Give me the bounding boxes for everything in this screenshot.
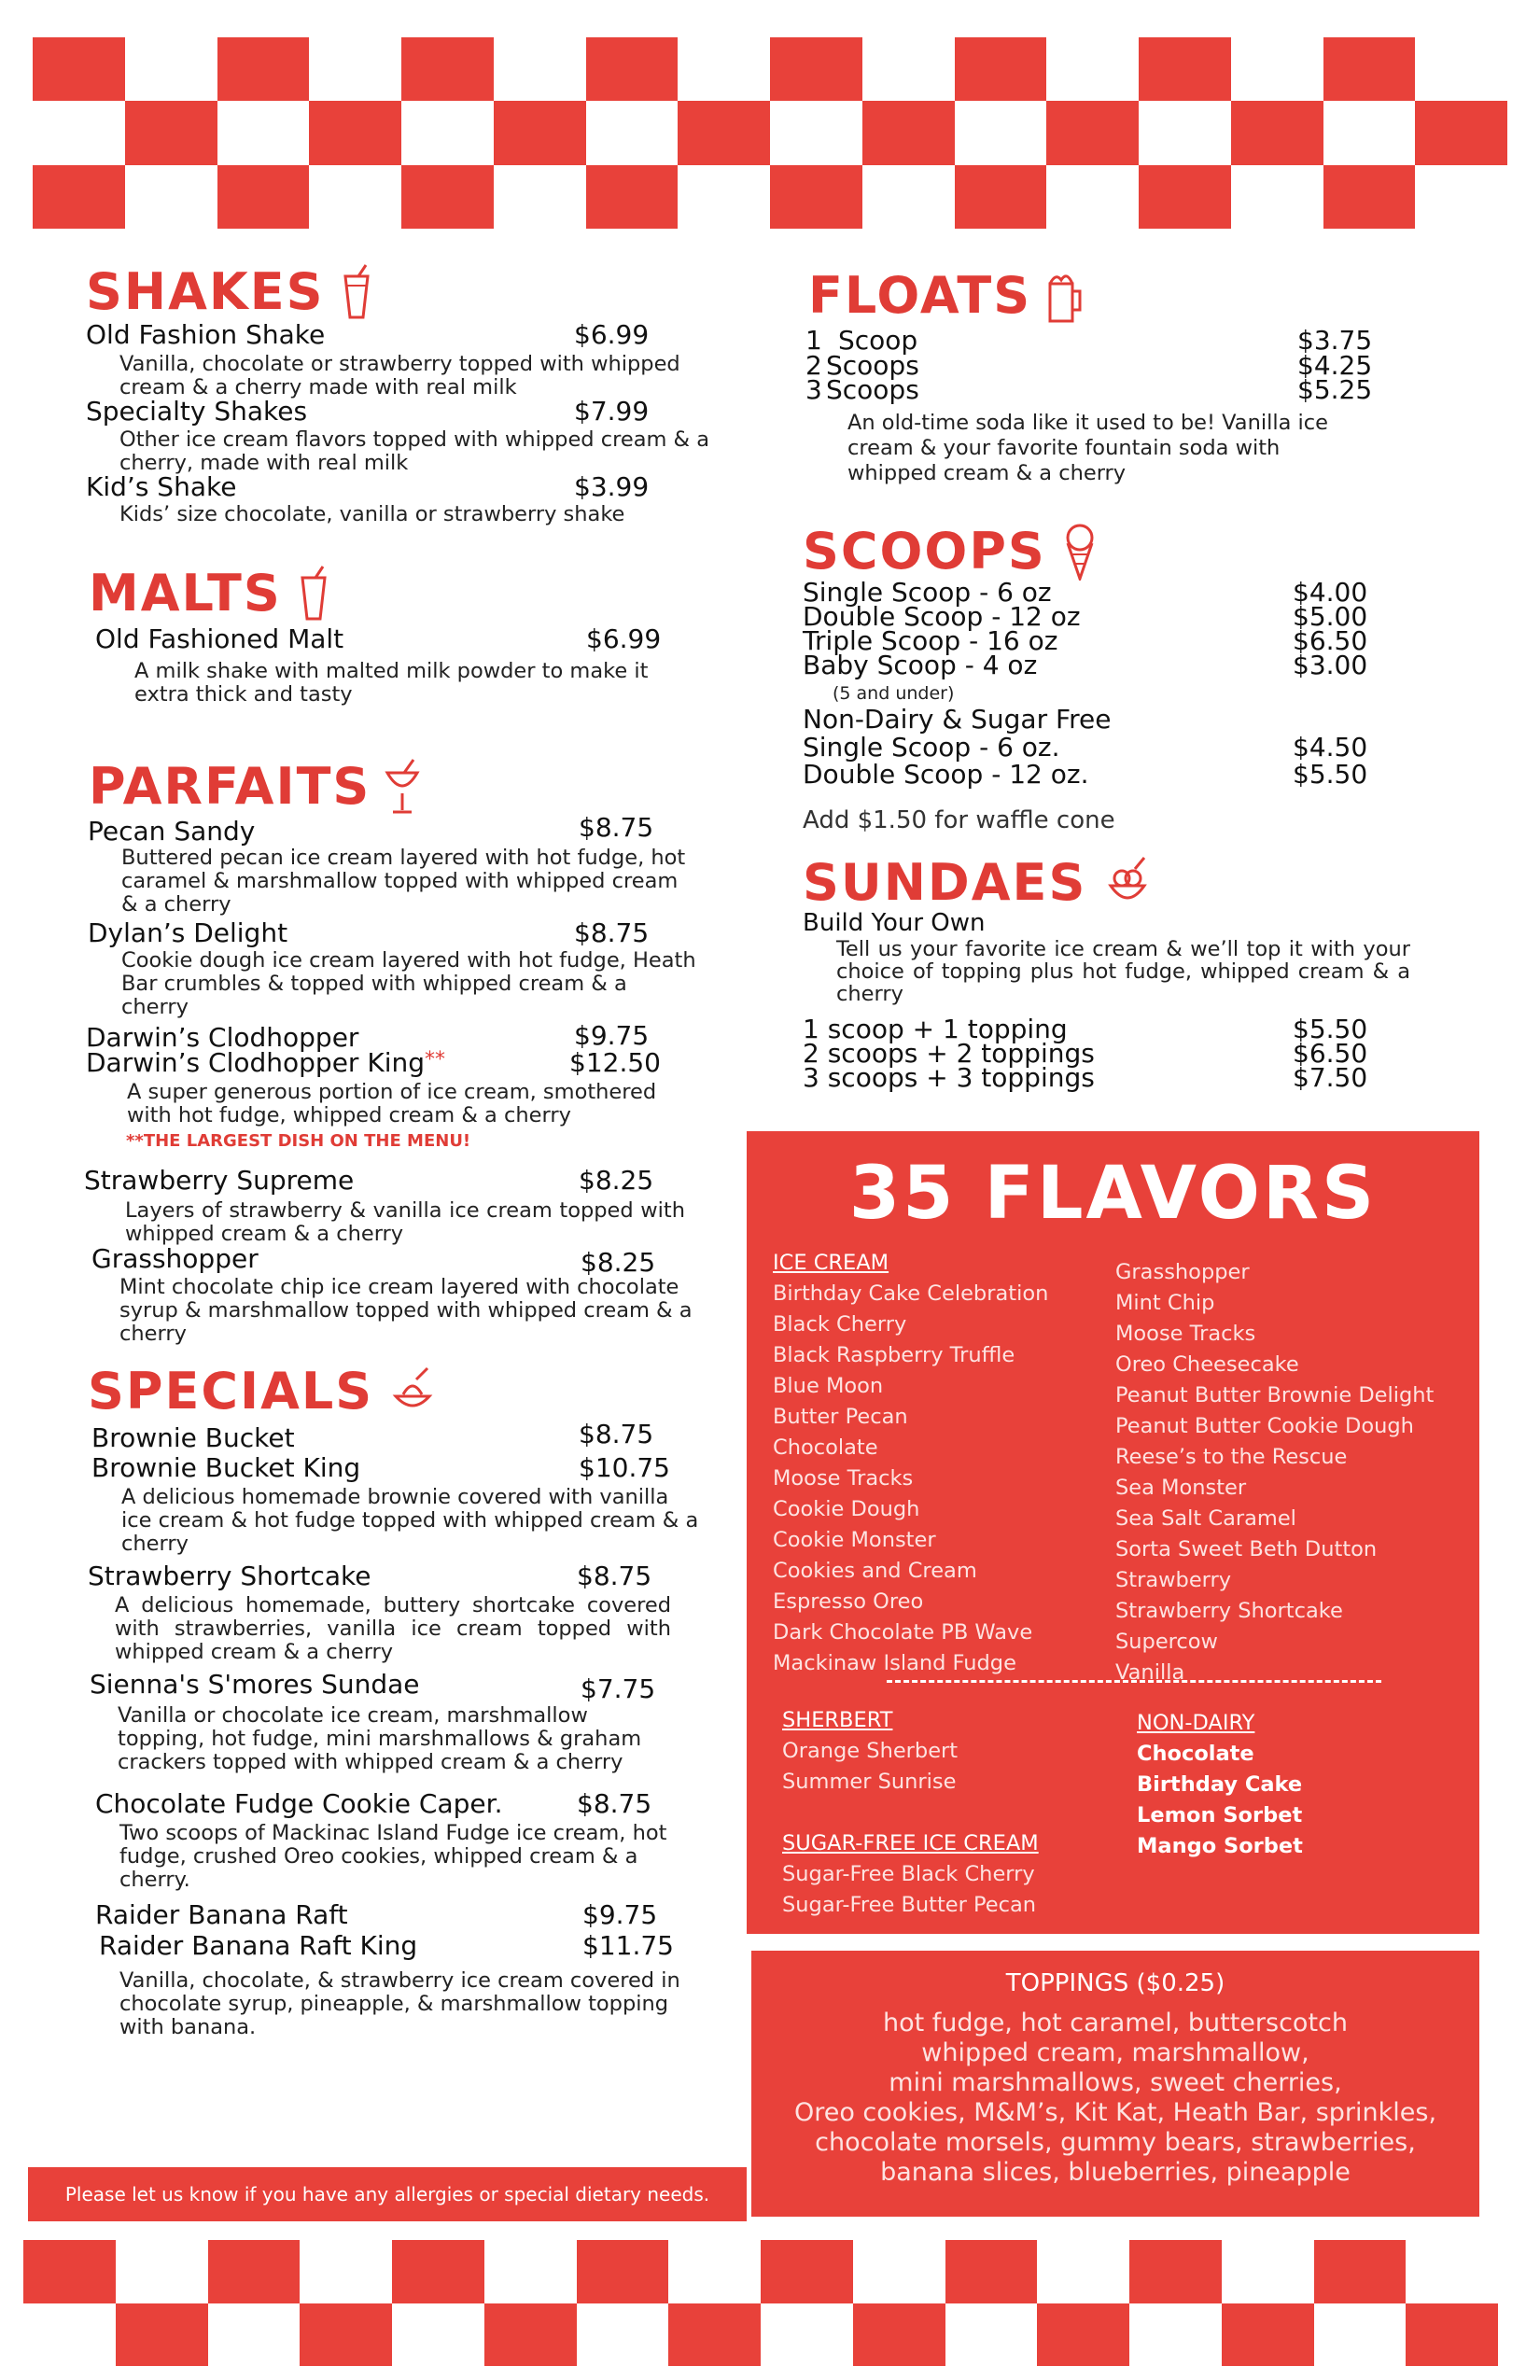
menu-item-desc: A milk shake with malted milk powder to make it extra thick and tasty [134,659,649,707]
flavors-panel [747,1131,1479,1934]
checker-square [309,37,401,101]
flavors-title: 35 FLAVORS [848,1152,1378,1236]
checker-square [1415,165,1507,229]
scoop-name: Double Scoop - 12 oz [803,601,1081,632]
flavor-item: Lemon Sorbet [1137,1803,1303,1827]
float-price: $3.75 [1297,325,1373,356]
flavor-item: Peanut Butter Cookie Dough [1115,1414,1414,1438]
checker-square [1231,101,1323,164]
checker-square [1415,101,1507,164]
non-dairy-heading: NON-DAIRY [1137,1711,1255,1735]
scoop-price: $5.50 [1293,759,1368,790]
sundae-dish-icon [386,1363,439,1421]
asterisk-mark: ** [425,1048,446,1071]
malt-icon [295,565,332,623]
menu-item-price: $8.25 [581,1247,656,1278]
flavor-item: Mint Chip [1115,1291,1215,1315]
flavor-item: Strawberry Shortcake [1115,1599,1343,1623]
menu-item-desc: Other ice cream flavors topped with whipped cream & a cherry, made with real milk [119,427,710,475]
flavor-item: Cookies and Cream [773,1559,977,1583]
checker-square [853,2240,945,2303]
flavor-item: Moose Tracks [773,1466,914,1491]
flavor-item: Supercow [1115,1630,1218,1654]
flavor-item: Dark Chocolate PB Wave [773,1620,1033,1645]
menu-item-name: Grasshopper [91,1243,259,1274]
checker-square [862,101,955,164]
flavor-item: Reese’s to the Rescue [1115,1445,1348,1469]
checker-square [392,2303,484,2367]
menu-item-name: Specialty Shakes [86,396,308,427]
sugar-free-heading: SUGAR-FREE ICE CREAM [782,1831,1039,1855]
checker-square [1139,37,1231,101]
menu-item-desc: A delicious homemade brownie covered with vanilla ice cream & hot fudge topped with whipped cream & a cherry [121,1485,699,1556]
float-name: Scoops [826,350,919,381]
checker-square [1323,37,1416,101]
checker-square [853,2303,945,2367]
checker-square [300,2240,392,2303]
shakes-title: SHAKES [86,263,375,321]
menu-item-name: Old Fashioned Malt [95,623,344,654]
floats-desc: An old-time soda like it used to be! Vanilla ice cream & your favorite fountain soda with whipped cream & a cherry [847,411,1329,485]
menu-item-name: Brownie Bucket King [91,1452,361,1483]
float-qty: 3 [805,374,822,405]
flavor-item: Cookie Monster [773,1528,936,1552]
sundae-name: 2 scoops + 2 toppings [803,1038,1095,1069]
baby-scoop-note: (5 and under) [833,683,955,704]
allergy-note: Please let us know if you have any allergies or special dietary needs. [28,2167,747,2221]
flavor-item: Moose Tracks [1115,1322,1256,1346]
checker-square [577,2240,669,2303]
scoop-price: $4.00 [1293,577,1368,608]
scoop-price: $3.00 [1293,650,1368,680]
flavor-item: Sugar-Free Black Cherry [782,1862,1035,1886]
toppings-line: whipped cream, marshmallow, [921,2038,1309,2067]
checker-square [116,2240,208,2303]
checker-square [208,2240,301,2303]
checker-square [1314,2240,1407,2303]
checker-square [1037,2240,1129,2303]
checker-square [1129,2303,1222,2367]
checker-square [1129,2240,1222,2303]
checker-square [1222,2303,1314,2367]
menu-item-name: Raider Banana Raft King [99,1930,418,1961]
checker-square [1037,2303,1129,2367]
flavor-item: Strawberry [1115,1568,1232,1592]
ice-cream-list-col2 [1115,1257,1434,1688]
flavor-item: Sea Monster [1115,1476,1247,1500]
specials-title: SPECIALS [88,1363,439,1421]
flavor-item: Mango Sorbet [1137,1834,1303,1858]
checker-square [116,2303,208,2367]
checker-square [1139,165,1231,229]
float-name: Scoop [838,325,918,356]
flavor-item: Orange Sherbert [782,1739,959,1763]
flavor-item: Sugar-Free Butter Pecan [782,1893,1037,1917]
toppings-title: TOPPINGS ($0.25) [1005,1969,1225,1997]
scoop-price: $5.00 [1293,601,1368,632]
checker-square [945,2303,1038,2367]
menu-item-price: $6.99 [586,623,662,654]
checker-square [401,101,494,164]
checker-square [770,37,862,101]
largest-dish-note: **THE LARGEST DISH ON THE MENU! [126,1131,471,1151]
sundae-price: $7.50 [1293,1062,1368,1093]
checker-square [586,165,679,229]
checker-square [1046,37,1139,101]
checker-square [217,165,310,229]
menu-item-price: $8.75 [579,1419,654,1449]
scoop-name: Triple Scoop - 16 oz [803,625,1058,656]
flavor-item: Peanut Butter Brownie Delight [1115,1383,1435,1407]
float-qty: 1 [805,325,822,356]
checker-square [1323,101,1416,164]
sundae-price: $5.50 [1293,1014,1368,1044]
menu-item-price: $8.75 [574,917,650,948]
checker-square [494,101,586,164]
float-price: $5.25 [1297,374,1373,405]
checker-square [1139,101,1231,164]
menu-item-name: Pecan Sandy [88,816,256,847]
menu-item-name [86,1049,445,1078]
toppings-line: banana slices, blueberries, pineapple [880,2158,1351,2187]
checker-square [1406,2240,1498,2303]
checker-square [955,165,1047,229]
menu-item-price: $8.75 [579,812,654,843]
checker-square [125,101,217,164]
checker-square [208,2303,301,2367]
menu-item-name: Chocolate Fudge Cookie Caper. [95,1788,503,1819]
menu-item-desc: Mint chocolate chip ice cream layered with chocolate syrup & marshmallow topped with whipped cream & a cherry [119,1275,693,1346]
checker-square [309,165,401,229]
menu-item-name: Strawberry Shortcake [88,1561,371,1591]
checker-square [577,2303,669,2367]
menu-item-name: Raider Banana Raft [95,1899,348,1930]
ice-cream-heading: ICE CREAM [773,1251,889,1275]
scoops-title: SCOOPS [803,523,1100,581]
sundaes-desc: Tell us your favorite ice cream & we’ll top it with your choice of topping plus hot fudge, whipped cream & a cherry [836,937,1410,1006]
checker-square [1046,101,1139,164]
menu-item-desc: Cookie dough ice cream layered with hot fudge, Heath Bar crumbles & topped with whipped cream & a cherry [121,948,696,1019]
flavor-item: Blue Moon [773,1374,884,1398]
menu-item-name: Dylan’s Delight [88,917,288,948]
menu-item-name: Strawberry Supreme [84,1165,355,1196]
checker-square [1415,37,1507,101]
milkshake-icon [338,263,375,321]
menu-item-name: Darwin’s Clodhopper [86,1022,359,1053]
menu-item-price: $9.75 [582,1899,658,1930]
divider [887,1680,1381,1683]
menu-item-desc: Vanilla, chocolate or strawberry topped with whipped cream & a cherry made with real milk [119,352,680,399]
checker-square [586,101,679,164]
checker-square [668,2303,761,2367]
float-qty: 2 [805,350,822,381]
bottom-checker-border [23,2240,1498,2366]
checker-square [1231,165,1323,229]
scoop-price: $4.50 [1293,732,1368,763]
sundae-name: 1 scoop + 1 topping [803,1014,1068,1044]
checker-square [761,2240,853,2303]
parfaits-title: PARFAITS [89,758,421,816]
checker-square [668,2240,761,2303]
flavor-item: Grasshopper [1115,1260,1250,1284]
menu-item-desc: Buttered pecan ice cream layered with hot fudge, hot caramel & marshmallow topped with whipped cream & a cherry [121,846,686,917]
menu-item-price: $7.99 [574,396,650,427]
flavor-item: Birthday Cake Celebration [773,1281,1049,1306]
scoop-price: $6.50 [1293,625,1368,656]
menu-item-price: $12.50 [569,1047,661,1078]
checker-square [1406,2303,1498,2367]
checker-square [761,2303,853,2367]
sherbert-list [782,1705,1039,1921]
menu-item-name: Old Fashion Shake [86,319,326,350]
flavor-item: Chocolate [773,1435,878,1460]
menu-item-name: Sienna's S'mores Sundae [90,1669,420,1700]
menu-item-price: $8.75 [577,1788,652,1819]
flavor-item: Espresso Oreo [773,1589,924,1614]
checker-square [1314,2303,1407,2367]
top-checker-border [33,37,1507,229]
sundae-bowl-icon [1099,854,1155,912]
sundaes-subtitle: Build Your Own [803,909,986,937]
toppings-line: chocolate morsels, gummy bears, strawberries, [815,2128,1416,2157]
checker-square [484,2303,577,2367]
checker-square [484,2240,577,2303]
sundae-price: $6.50 [1293,1038,1368,1069]
checker-square [217,37,310,101]
menu-item-desc: A delicious homemade, buttery shortcake covered with strawberries, vanilla ice cream topped with whipped cream & a cherry [115,1593,671,1664]
menu-item-price: $10.75 [579,1452,670,1483]
ice-cream-cone-icon [1059,523,1100,581]
flavor-item: Summer Sunrise [782,1770,957,1794]
menu-item-desc: Vanilla or chocolate ice cream, marshmallow topping, hot fudge, mini marshmallows & graham crackers topped with whipped cream & a cherry [118,1703,642,1774]
menu-item-desc: Kids’ size chocolate, vanilla or strawberry shake [119,502,625,526]
checker-square [770,101,862,164]
flavor-item: Butter Pecan [773,1405,908,1429]
checker-square [955,37,1047,101]
menu-item-price: $8.25 [579,1165,654,1196]
checker-square [125,37,217,101]
checker-square [23,2303,116,2367]
nondairy-sugarfree-heading: Non-Dairy & Sugar Free [803,704,1112,735]
checker-square [1046,165,1139,229]
checker-square [33,37,125,101]
menu-item-desc: A super generous portion of ice cream, smothered with hot fudge, whipped cream & a cherry [127,1080,657,1127]
flavor-item: Sorta Sweet Beth Dutton [1115,1537,1378,1561]
float-price: $4.25 [1297,350,1373,381]
menu-item-name: Kid’s Shake [86,471,237,502]
scoop-name: Single Scoop - 6 oz. [803,732,1060,763]
scoop-name: Baby Scoop - 4 oz [803,650,1038,680]
checker-square [586,37,679,101]
toppings-panel [751,1951,1479,2217]
menu-item-price: $8.75 [577,1561,652,1591]
flavor-item: Oreo Cheesecake [1115,1352,1299,1377]
toppings-line: hot fudge, hot caramel, butterscotch [883,2009,1348,2037]
flavor-item: Cookie Dough [773,1497,920,1521]
checker-square [401,165,494,229]
checker-square [33,101,125,164]
menu-item-price: $11.75 [582,1930,674,1961]
item-name-text: Darwin’s Clodhopper King [86,1047,426,1078]
checker-square [1231,37,1323,101]
flavor-item: Birthday Cake [1137,1772,1303,1797]
menu-item-desc: Vanilla, chocolate, & strawberry ice cream covered in chocolate syrup, pineapple, & marshmallow topping with banana. [119,1968,680,2039]
checker-square [678,165,770,229]
ice-cream-list-col1 [773,1248,1048,1679]
checker-square [678,37,770,101]
scoop-name: Double Scoop - 12 oz. [803,759,1089,790]
menu-item-price: $6.99 [574,319,650,350]
checker-square [678,101,770,164]
checker-square [955,101,1047,164]
float-name: Scoops [826,374,919,405]
checker-square [945,2240,1038,2303]
scoop-name: Single Scoop - 6 oz [803,577,1052,608]
root-beer-mug-icon [1044,267,1085,325]
checker-square [862,165,955,229]
toppings-line: mini marshmallows, sweet cherries, [889,2068,1342,2097]
flavor-item: Vanilla [1115,1660,1185,1685]
menu-item-desc: Two scoops of Mackinac Island Fudge ice cream, hot fudge, crushed Oreo cookies, whipped cream & a cherry. [119,1821,667,1892]
checker-square [392,2240,484,2303]
checker-square [494,165,586,229]
checker-square [125,165,217,229]
checker-square [33,165,125,229]
menu-item-desc: Layers of strawberry & vanilla ice cream topped with whipped cream & a cherry [125,1198,685,1246]
checker-square [1222,2240,1314,2303]
checker-square [300,2303,392,2367]
parfait-icon [384,758,421,816]
flavor-item: Mackinaw Island Fudge [773,1651,1016,1675]
toppings-list [751,2009,1479,2188]
non-dairy-list [1137,1708,1303,1862]
checker-square [309,101,401,164]
checker-square [494,37,586,101]
menu-item-price: $7.75 [581,1673,656,1704]
menu-item-price: $3.99 [574,471,650,502]
floats-title: FLOATS [808,267,1085,325]
sundae-name: 3 scoops + 3 toppings [803,1062,1095,1093]
menu-item-name: Brownie Bucket [91,1422,295,1453]
sundaes-title: SUNDAES [803,854,1155,912]
flavor-item: Black Cherry [773,1312,907,1337]
flavor-item: Chocolate [1137,1742,1254,1766]
flavor-item: Sea Salt Caramel [1115,1506,1296,1531]
waffle-cone-note: Add $1.50 for waffle cone [803,806,1115,834]
menu-item-price: $9.75 [574,1020,650,1051]
checker-square [401,37,494,101]
flavor-item: Black Raspberry Truffle [773,1343,1015,1367]
checker-square [23,2240,116,2303]
sherbert-heading: SHERBERT [782,1708,893,1732]
checker-square [862,37,955,101]
toppings-line: Oreo cookies, M&M’s, Kit Kat, Heath Bar, sprinkles, [793,2098,1437,2127]
checker-square [770,165,862,229]
malts-title: MALTS [89,565,332,623]
checker-square [1323,165,1416,229]
checker-square [217,101,310,164]
